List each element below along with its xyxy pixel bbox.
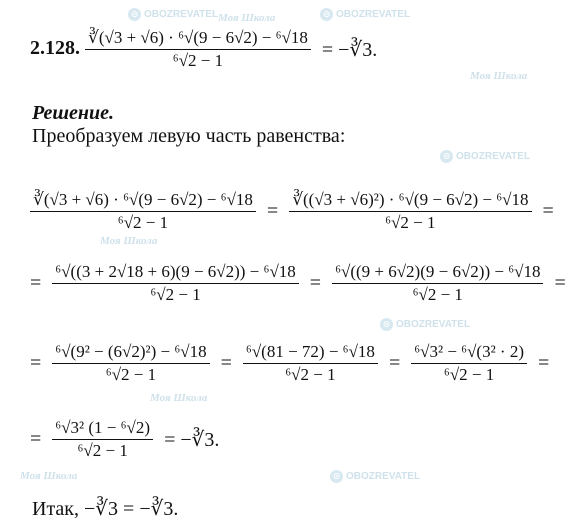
- watermark: ⊙ OBOZREVATEL: [440, 150, 530, 163]
- watermark: ⊙ OBOZREVATEL: [380, 318, 470, 331]
- equals-sign: =: [220, 352, 232, 374]
- step-numerator: ⁶√3² (1 − ⁶√2): [52, 418, 153, 440]
- step-fraction: [52, 418, 153, 461]
- watermark: ⊙ OBOZREVATEL: [330, 470, 420, 483]
- step-fraction: [332, 262, 543, 305]
- solution-heading: Решение.: [32, 102, 115, 124]
- watermark-logo-icon: ⊙: [128, 8, 141, 21]
- step-fraction: [52, 342, 209, 385]
- step-denominator: ⁶√2 − 1: [150, 285, 201, 304]
- step-fraction: [30, 190, 256, 233]
- watermark: Моя Школа: [470, 70, 528, 82]
- equals-sign: =: [554, 272, 566, 294]
- step-1: [30, 190, 560, 233]
- equals-sign: =: [30, 428, 42, 450]
- step-denominator: ⁶√2 − 1: [443, 365, 495, 384]
- step-4: [30, 418, 225, 461]
- step-fraction: [52, 262, 299, 305]
- equals-sign: =: [30, 352, 42, 374]
- watermark-logo-icon: ⊙: [380, 318, 393, 331]
- step-2: [30, 262, 572, 305]
- watermark: Моя Школа: [100, 235, 158, 247]
- watermark: Моя Школа: [150, 392, 208, 404]
- equals-sign: =: [30, 272, 42, 294]
- step-fraction: [411, 342, 527, 385]
- step-3: [30, 342, 555, 385]
- step-denominator: ⁶√2 − 1: [117, 213, 169, 232]
- problem-rhs: = −∛3.: [321, 39, 378, 61]
- step-denominator: ⁶√2 − 1: [77, 441, 128, 460]
- step-denominator: ⁶√2 − 1: [105, 365, 157, 384]
- step-numerator: ⁶√(81 − 72) − ⁶√18: [243, 342, 378, 364]
- step-numerator: ⁶√((3 + 2√18 + 6)(9 − 6√2)) − ⁶√18: [52, 262, 299, 284]
- solution-intro: Преобразуем левую часть равенства:: [32, 125, 346, 147]
- problem-denominator: ⁶√2 − 1: [172, 51, 224, 70]
- watermark-logo-icon: ⊙: [320, 8, 333, 21]
- step-denominator: ⁶√2 − 1: [412, 285, 463, 304]
- problem-number: 2.128.: [30, 37, 80, 60]
- step-numerator: ∛(√3 + √6) · ⁶√(9 − 6√2) − ⁶√18: [30, 190, 256, 212]
- watermark: Моя Школа: [218, 12, 276, 24]
- step-denominator: ⁶√2 − 1: [385, 213, 436, 232]
- step-fraction: [289, 190, 531, 233]
- watermark: Моя Школа: [20, 470, 78, 482]
- step-numerator: ∛((√3 + √6)²) · ⁶√(9 − 6√2) − ⁶√18: [289, 190, 531, 212]
- watermark: ⊙ OBOZREVATEL: [128, 8, 218, 21]
- step-denominator: ⁶√2 − 1: [285, 365, 336, 384]
- step-numerator: ⁶√3² − ⁶√(3² · 2): [411, 342, 527, 364]
- conclusion: Итак, −∛3 = −∛3.: [32, 498, 179, 520]
- step-fraction: [243, 342, 378, 385]
- step-result: = −∛3.: [164, 429, 220, 451]
- step-numerator: ⁶√((9 + 6√2)(9 − 6√2)) − ⁶√18: [332, 262, 543, 284]
- equals-sign: =: [542, 200, 554, 222]
- equals-sign: =: [309, 272, 322, 294]
- problem-fraction: [85, 28, 311, 71]
- equals-sign: =: [538, 352, 550, 374]
- problem-statement: [30, 28, 383, 71]
- watermark-logo-icon: ⊙: [440, 150, 453, 163]
- equals-sign: =: [266, 200, 279, 222]
- equals-sign: =: [388, 352, 401, 374]
- step-numerator: ⁶√(9² − (6√2)²) − ⁶√18: [52, 342, 209, 364]
- problem-numerator: ∛(√3 + √6) · ⁶√(9 − 6√2) − ⁶√18: [85, 28, 311, 50]
- watermark: ⊙ OBOZREVATEL: [320, 8, 410, 21]
- watermark-logo-icon: ⊙: [330, 470, 343, 483]
